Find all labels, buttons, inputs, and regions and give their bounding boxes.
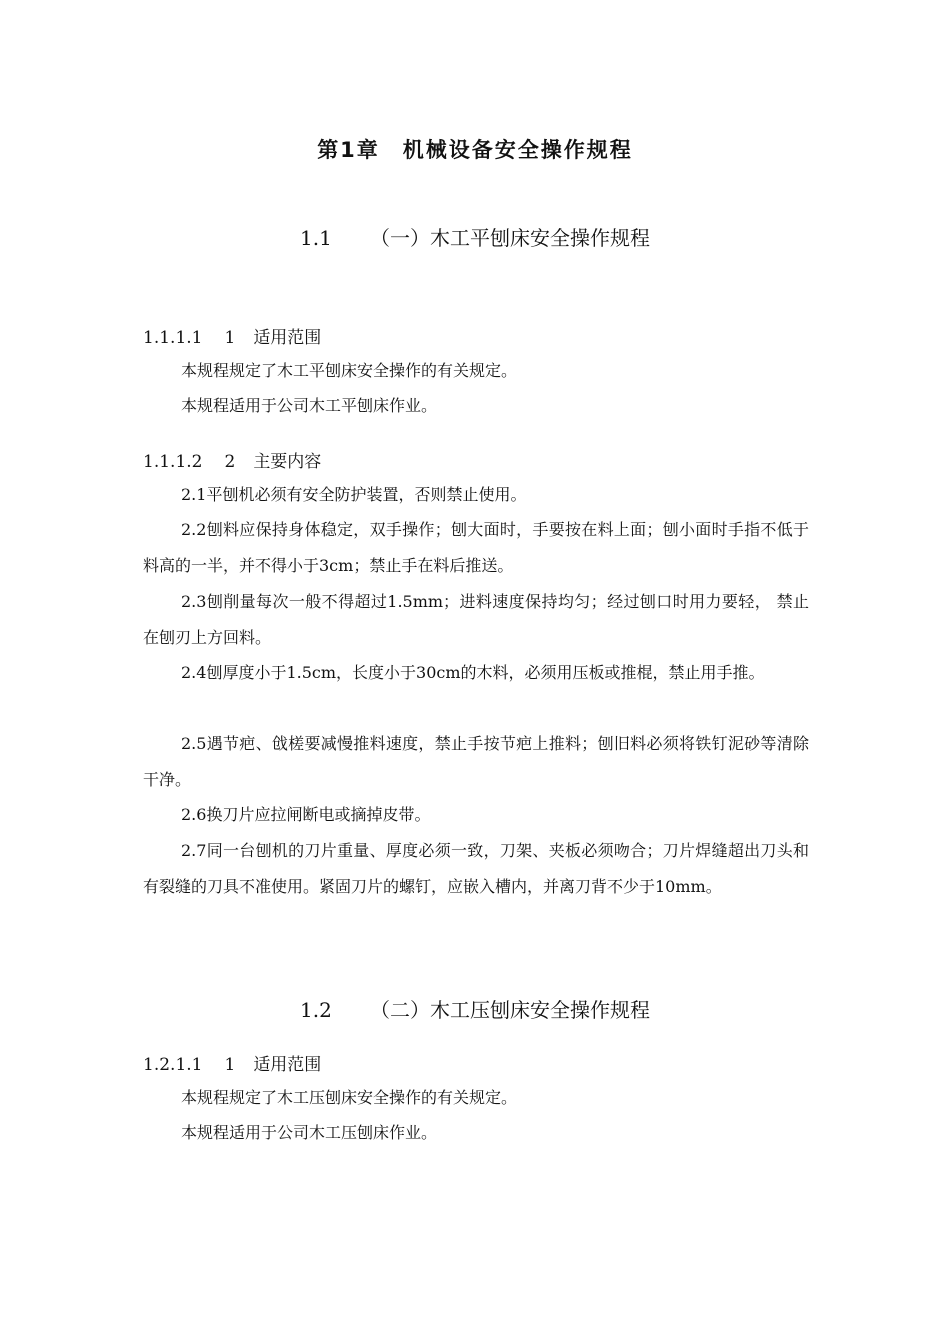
subsection-index: 2: [224, 452, 236, 472]
paragraph: 本规程适用于公司木工平刨床作业。: [181, 396, 438, 415]
paragraph: 2.5遇节疤、戗槎要减慢推料速度，禁止手按节疤上推料；刨旧料必须将铁钉泥砂等清除干净。: [143, 734, 809, 789]
paragraph: 2.4刨厚度小于1.5cm，长度小于30cm的木料，必须用压板或推棍，禁止用手推。: [181, 663, 765, 682]
paragraph: 2.1平刨机必须有安全防护装置，否则禁止使用。: [181, 485, 527, 504]
subsection-index: 1: [224, 1055, 236, 1075]
paragraph: 本规程规定了木工平刨床安全操作的有关规定。: [181, 361, 518, 380]
section-number: 1.2: [300, 998, 332, 1022]
paragraph: 2.2刨料应保持身体稳定，双手操作；刨大面时，手要按在料上面；刨小面时手指不低于料高的一半，并不得小于3cm；禁止手在料后推送。: [143, 520, 809, 575]
section-title: （一）木工平刨床安全操作规程: [370, 226, 650, 250]
paragraph: 2.7同一台刨机的刀片重量、厚度必须一致，刀架、夹板必须吻合；刀片焊缝超出刀头和有裂缝的刀具不准使用。紧固刀片的螺钉，应嵌入槽内，并离刀背不少于10mm。: [143, 841, 809, 896]
subsection-number: 1.1.1.2: [143, 452, 203, 472]
section-title: （二）木工压刨床安全操作规程: [370, 998, 650, 1022]
paragraph: 2.3刨削量每次一般不得超过1.5mm；进料速度保持均匀；经过刨口时用力要轻， 禁止在刨刃上方回料。: [143, 592, 809, 647]
section-heading: [0, 222, 950, 251]
subsection-heading: [143, 1050, 321, 1075]
paragraph: 本规程规定了木工压刨床安全操作的有关规定。: [181, 1088, 518, 1107]
subsection-title: 主要内容: [253, 452, 322, 472]
subsection-heading: [143, 323, 321, 348]
subsection-index: 1: [224, 328, 236, 348]
section-heading: [0, 994, 950, 1023]
paragraph: 2.6换刀片应拉闸断电或摘掉皮带。: [181, 805, 431, 824]
subsection-title: 适用范围: [253, 328, 322, 348]
paragraph: 本规程适用于公司木工压刨床作业。: [181, 1123, 438, 1142]
subsection-title: 适用范围: [253, 1055, 322, 1075]
subsection-number: 1.2.1.1: [143, 1055, 203, 1075]
section-number: 1.1: [300, 226, 332, 250]
subsection-number: 1.1.1.1: [143, 328, 203, 348]
chapter-title: 第1章 机械设备安全操作规程: [317, 138, 633, 162]
subsection-heading: [143, 447, 321, 472]
